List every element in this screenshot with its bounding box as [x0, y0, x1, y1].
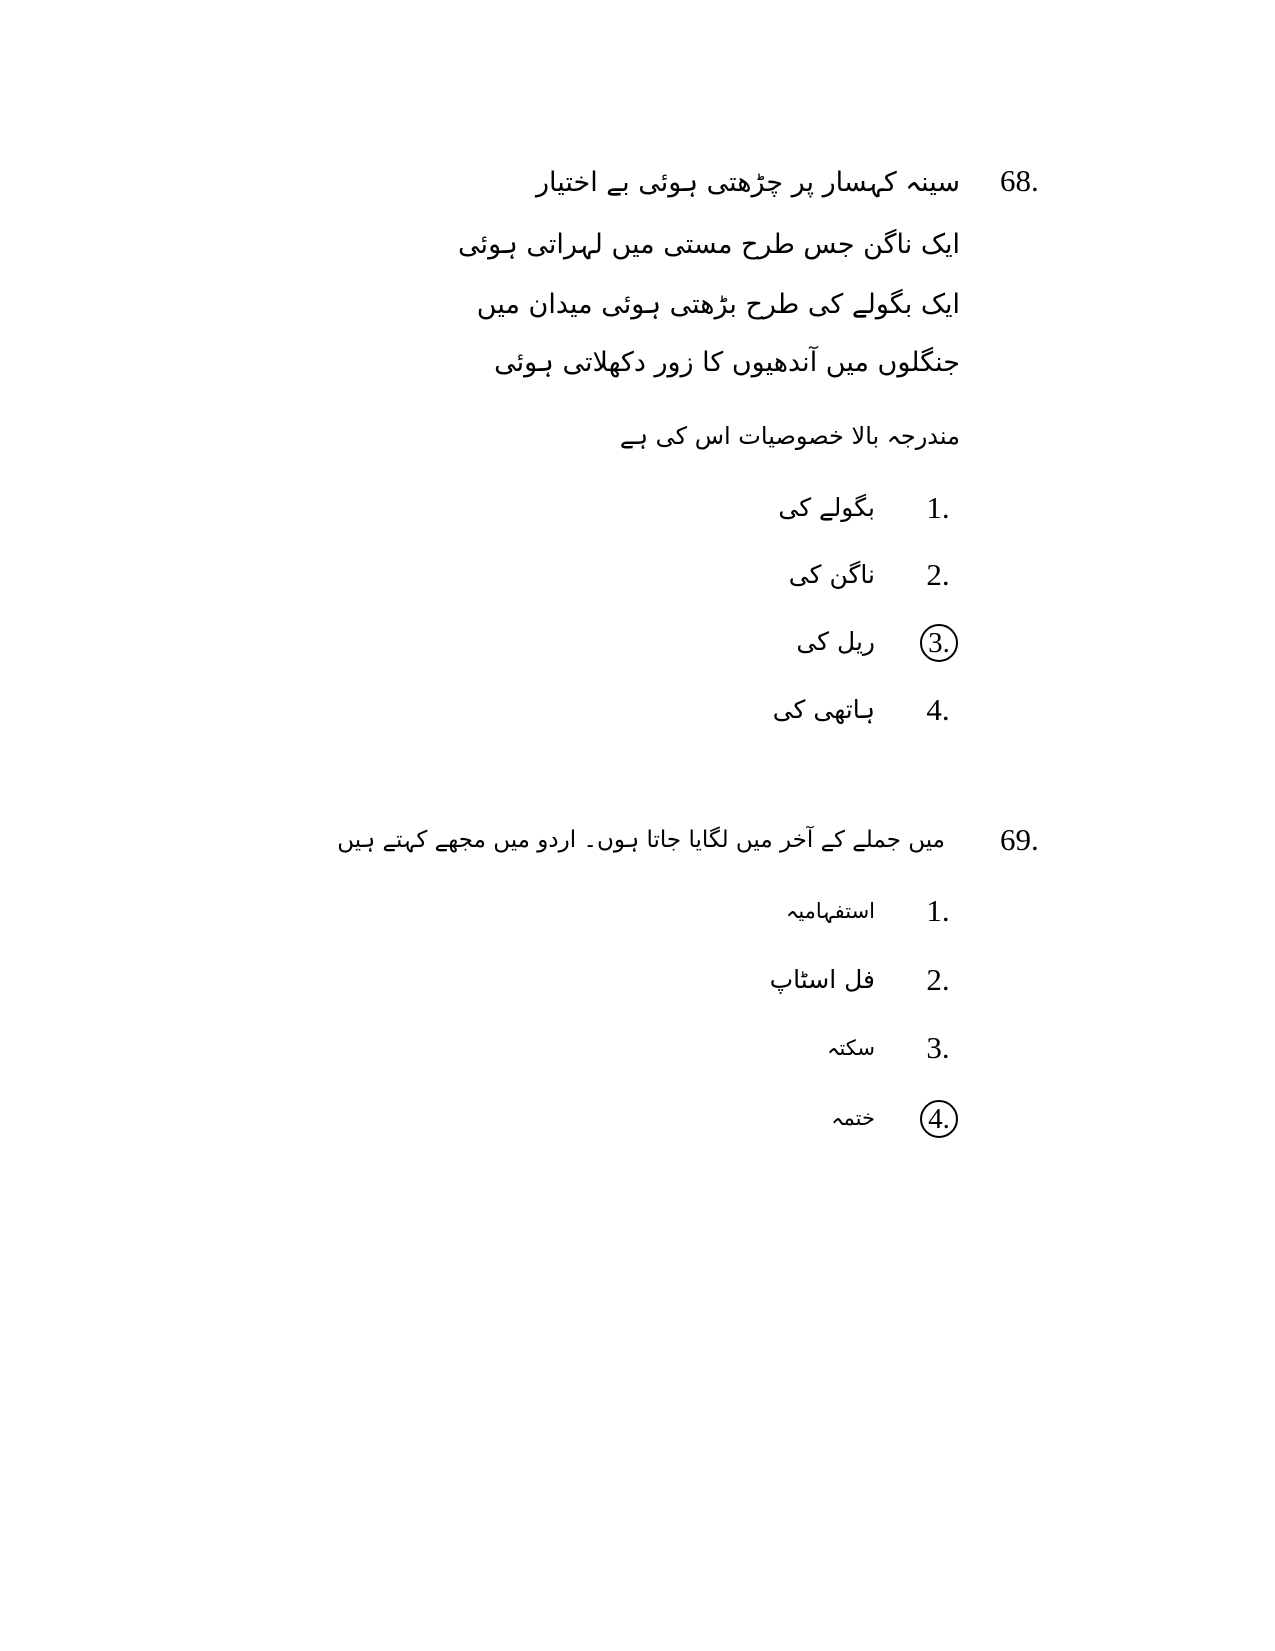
option-text: استفہامیہ	[786, 899, 875, 923]
question-number: 68.	[1000, 163, 1039, 198]
poem-line-3: ایک بگولے کی طرح بڑھتی ہوئی میدان میں	[476, 289, 960, 320]
option-text: ناگن کی	[788, 560, 875, 589]
poem-line-4: جنگلوں میں آندھیوں کا زور دکھلاتی ہوئی	[494, 347, 960, 378]
poem-line-2: ایک ناگن جس طرح مستی میں لہراتی ہوئی	[458, 229, 960, 260]
option-text: ہاتھی کی	[772, 695, 875, 724]
circled-option-number: 4.	[920, 1100, 958, 1138]
option-text: سکتہ	[827, 1036, 875, 1060]
option-text: فل اسٹاپ	[769, 965, 875, 994]
circled-option-number: 3.	[920, 624, 958, 662]
poem-line-1: سینہ کہسار پر چڑھتی ہوئی بے اختیار	[535, 167, 960, 198]
option-text: ختمہ	[831, 1106, 875, 1130]
question-number: 69.	[1000, 822, 1039, 857]
option-text: بگولے کی	[778, 493, 875, 522]
question-prompt: مندرجہ بالا خصوصیات اس کی ہے	[619, 422, 960, 450]
option-text: ریل کی	[796, 627, 875, 656]
option-number: 4.	[926, 692, 950, 727]
question-prompt: میں جملے کے آخر میں لگایا جاتا ہوں۔ اردو میں مجھے کہتے ہیں	[337, 827, 945, 853]
option-number: 2.	[926, 557, 950, 592]
option-number: 3.	[926, 1030, 950, 1065]
option-number: 1.	[926, 490, 950, 525]
option-number: 2.	[926, 962, 950, 997]
option-number: 1.	[926, 893, 950, 928]
